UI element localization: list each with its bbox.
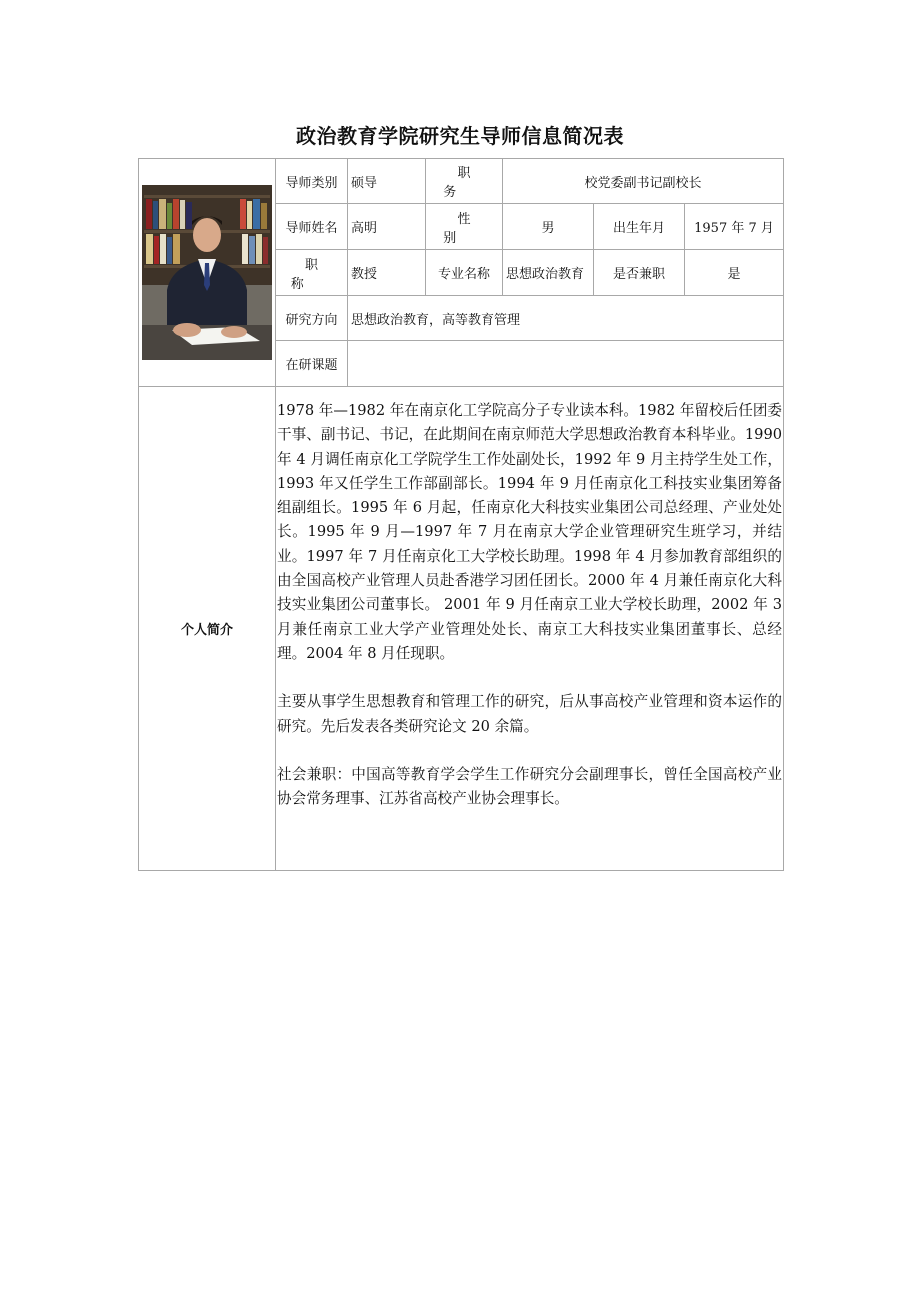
advisor-name-value: 高明 xyxy=(348,204,426,250)
major-value: 思想政治教育 xyxy=(503,250,594,296)
position-value: 校党委副书记副校长 xyxy=(503,159,784,204)
advisor-type-label: 导师类别 xyxy=(276,159,348,204)
bio-label: 个人简介 xyxy=(139,387,276,871)
photo-cell xyxy=(139,159,276,387)
part-time-value: 是 xyxy=(685,250,784,296)
bio-content xyxy=(276,387,784,871)
current-projects-label: 在研课题 xyxy=(276,341,348,387)
current-projects-value xyxy=(348,341,784,387)
advisor-type-value: 硕导 xyxy=(348,159,426,204)
advisor-name-label: 导师姓名 xyxy=(276,204,348,250)
gender-label: 性 别 xyxy=(426,204,503,250)
gender-value: 男 xyxy=(503,204,594,250)
research-direction-label: 研究方向 xyxy=(276,296,348,341)
part-time-label: 是否兼职 xyxy=(594,250,685,296)
page-title: 政治教育学院研究生导师信息简况表 xyxy=(296,124,624,148)
title-label: 职 称 xyxy=(276,250,348,296)
bio-paragraph: 主要从事学生思想教育和管理工作的研究，后从事高校产业管理和资本运作的研究。先后发表各类研究论文 20 余篇。 xyxy=(277,693,783,735)
portrait-photo-icon xyxy=(142,185,272,360)
title-value: 教授 xyxy=(348,250,426,296)
bio-paragraph: 社会兼职：中国高等教育学会学生工作研究分会副理事长，曾任全国高校产业协会常务理事、江苏省高校产业协会理事长。 xyxy=(277,765,783,808)
birth-date-value: 1957 年 7 月 xyxy=(685,204,784,250)
bio-paragraph: 1978 年—1982 年在南京化工学院高分子专业读本科。1982 年留校后任团委干事、副书记、书记，在此期间在南京师范大学思想政治教育本科毕业。1990 年 4 月调任南京化工学院学生工作处副处长，1992 年 9 月主持学生处工作，1993 年又任学生工作部副部长。1994 年 9 月任南京化工科技实业集团筹备组副组长。1995 年 6 月起，任南京化大科技实业集团公司总经理、产业处处长。1995 年 9 月—1997 年 7 月在南京大学企业管理研究生班学习，并结业。1997 年 7 月任南京化工大学校长助理。1998 年 4 月参加教育部组织的由全国高校产业管理人员赴香港学习团任团长。2000 年 4 月兼任南京化大科技实业集团公司董事长。 2001 年 9 月任南京工业大学校长助理，2002 年 3 月兼任南京工业大学产业管理处处长、南京工大科技实业集团董事长、总经理。2004 年 8 月任现职。 xyxy=(277,402,783,662)
advisor-info-table xyxy=(138,158,784,871)
position-label: 职 务 xyxy=(426,159,503,204)
major-label: 专业名称 xyxy=(426,250,503,296)
research-direction-value: 思想政治教育，高等教育管理 xyxy=(348,296,784,341)
birth-date-label: 出生年月 xyxy=(594,204,685,250)
